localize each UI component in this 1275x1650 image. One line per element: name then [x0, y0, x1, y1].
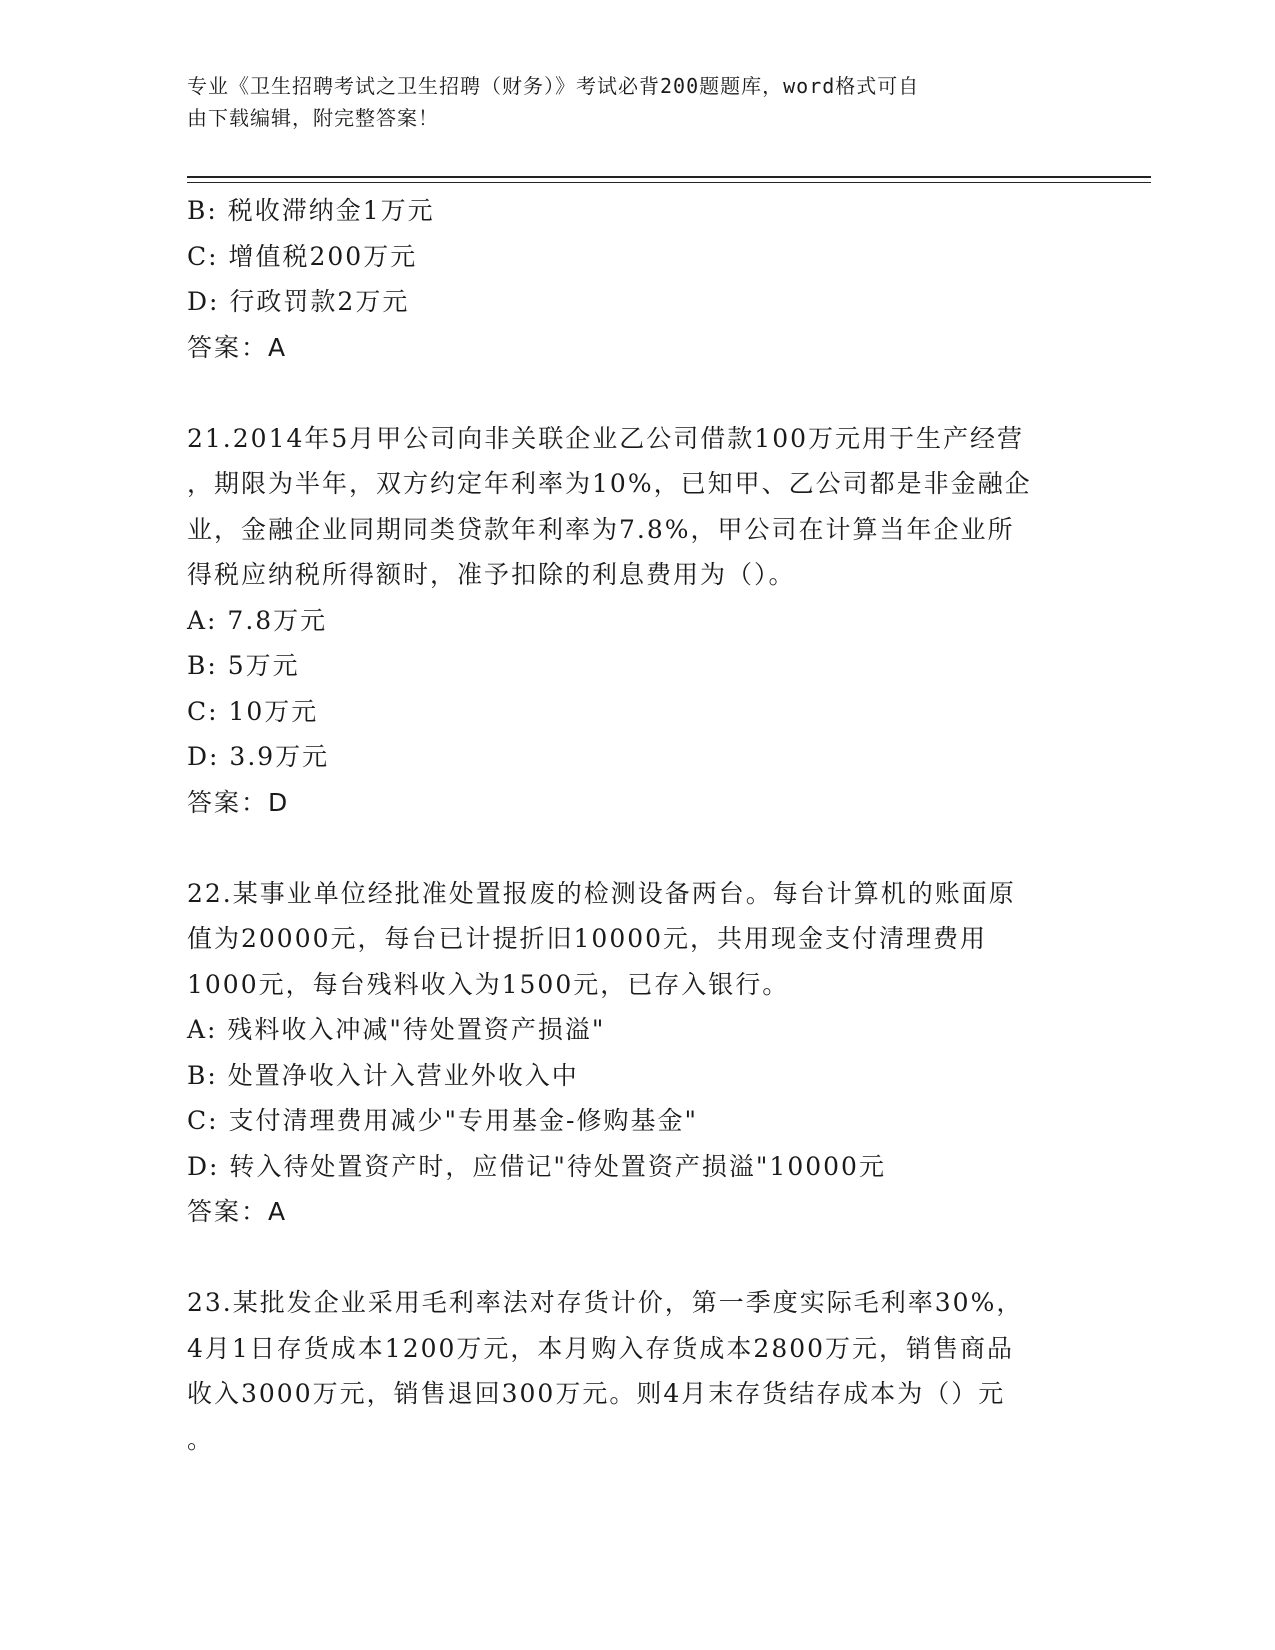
option-b: B: 5万元 [187, 651, 300, 680]
option-c: C: 支付清理费用减少"专用基金-修购基金" [187, 1106, 698, 1135]
spacer [187, 1235, 1087, 1281]
document-body [187, 188, 1087, 1462]
question-text-line: 23.某批发企业采用毛利率法对存货计价，第一季度实际毛利率30%， [187, 1288, 1024, 1317]
question-text-line: 22.某事业单位经批准处置报废的检测设备两台。每台计算机的账面原 [187, 878, 1016, 908]
question-23 [187, 1280, 1087, 1462]
answer-label: 答案：D [187, 787, 290, 817]
header-title-line-1: 专业《卫生招聘考试之卫生招聘（财务）》考试必背200题题库，word格式可自 [187, 74, 920, 98]
question-text-line: 得税应纳税所得额时，准予扣除的利息费用为（）。 [187, 560, 796, 589]
option-a: A: 7.8万元 [187, 605, 328, 635]
question-text-line: ，期限为半年，双方约定年利率为10%，已知甲、乙公司都是非金融企 [187, 469, 1032, 498]
option-d: D: 行政罚款2万元 [187, 287, 410, 316]
option-b: B: 税收滞纳金1万元 [187, 196, 435, 225]
option-a: A: 残料收入冲减"待处置资产损溢" [187, 1015, 606, 1044]
question-text-line: 业，金融企业同期同类贷款年利率为7.8%，甲公司在计算当年企业所 [187, 514, 1015, 544]
header-divider-thin [187, 182, 1151, 183]
question-21 [187, 416, 1087, 826]
header-title-line-2: 由下载编辑，附完整答案！ [187, 106, 439, 130]
option-b: B: 处置净收入计入营业外收入中 [187, 1060, 579, 1090]
question-text-line: 值为20000元，每台已计提折旧10000元，共用现金支付清理费用 [187, 924, 988, 953]
question-22 [187, 871, 1087, 1235]
option-c: C: 增值税200万元 [187, 241, 418, 271]
spacer [187, 825, 1087, 871]
option-c: C: 10万元 [187, 696, 319, 726]
document-header [187, 70, 1067, 134]
answer-label: 答案：A [187, 332, 288, 362]
option-d: D: 3.9万元 [187, 742, 330, 771]
header-divider-thick [187, 176, 1151, 178]
question-text-line: 4月1日存货成本1200万元，本月购入存货成本2800万元，销售商品 [187, 1333, 1015, 1363]
option-d: D: 转入待处置资产时，应借记"待处置资产损溢"10000元 [187, 1151, 886, 1181]
question-text-line: 1000元，每台残料收入为1500元，已存入银行。 [187, 969, 790, 999]
question-20-tail [187, 188, 1087, 370]
spacer [187, 370, 1087, 416]
question-text-line: 收入3000万元，销售退回300万元。则4月末存货结存成本为（）元 [187, 1379, 1006, 1408]
answer-label: 答案：A [187, 1197, 288, 1226]
question-text-line: 。 [187, 1424, 215, 1454]
question-text-line: 21.2014年5月甲公司向非关联企业乙公司借款100万元用于生产经营 [187, 423, 1025, 453]
